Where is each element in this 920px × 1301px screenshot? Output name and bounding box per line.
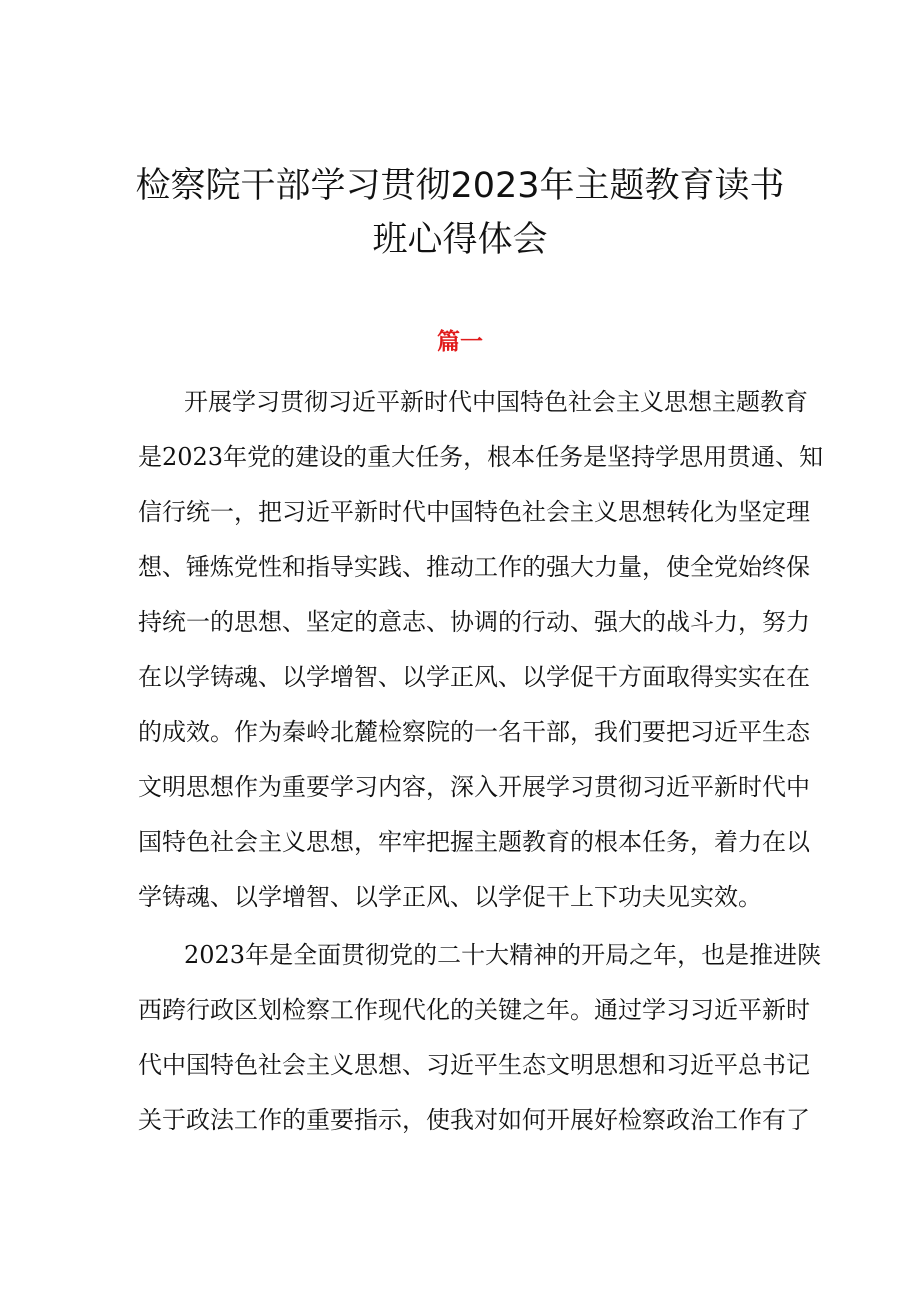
paragraph-2-line: 关于政法工作的重要指示，使我对如何开展好检察政治工作有了: [138, 1106, 810, 1134]
document-title-line-1: 检察院干部学习贯彻2023年主题教育读书: [135, 166, 785, 206]
document-title-line-2: 班心得体会: [372, 220, 548, 260]
paragraph-1-line: 学铸魂、以学增智、以学正风、以学促干上下功夫见实效。: [138, 883, 762, 911]
paragraph-1-line: 开展学习贯彻习近平新时代中国特色社会主义思想主题教育: [184, 388, 808, 416]
section-heading: 篇一: [437, 329, 483, 355]
paragraph-1-line: 持统一的思想、坚定的意志、协调的行动、强大的战斗力，努力: [138, 608, 810, 636]
paragraph-2-line: 代中国特色社会主义思想、习近平生态文明思想和习近平总书记: [138, 1051, 810, 1079]
paragraph-1-line: 在以学铸魂、以学增智、以学正风、以学促干方面取得实实在在: [138, 663, 810, 691]
paragraph-1-line: 是2023年党的建设的重大任务，根本任务是坚持学思用贯通、知: [138, 443, 824, 471]
paragraph-1-line: 的成效。作为秦岭北麓检察院的一名干部，我们要把习近平生态: [138, 718, 810, 746]
paragraph-2-line: 2023年是全面贯彻党的二十大精神的开局之年，也是推进陕: [184, 941, 822, 969]
paragraph-1-line: 想、锤炼党性和指导实践、推动工作的强大力量，使全党始终保: [138, 553, 810, 581]
paragraph-2-line: 西跨行政区划检察工作现代化的关键之年。通过学习习近平新时: [138, 996, 810, 1024]
paragraph-1-line: 国特色社会主义思想，牢牢把握主题教育的根本任务，着力在以: [138, 828, 810, 856]
paragraph-1-line: 信行统一，把习近平新时代中国特色社会主义思想转化为坚定理: [138, 498, 810, 526]
paragraph-1-line: 文明思想作为重要学习内容，深入开展学习贯彻习近平新时代中: [138, 773, 810, 801]
